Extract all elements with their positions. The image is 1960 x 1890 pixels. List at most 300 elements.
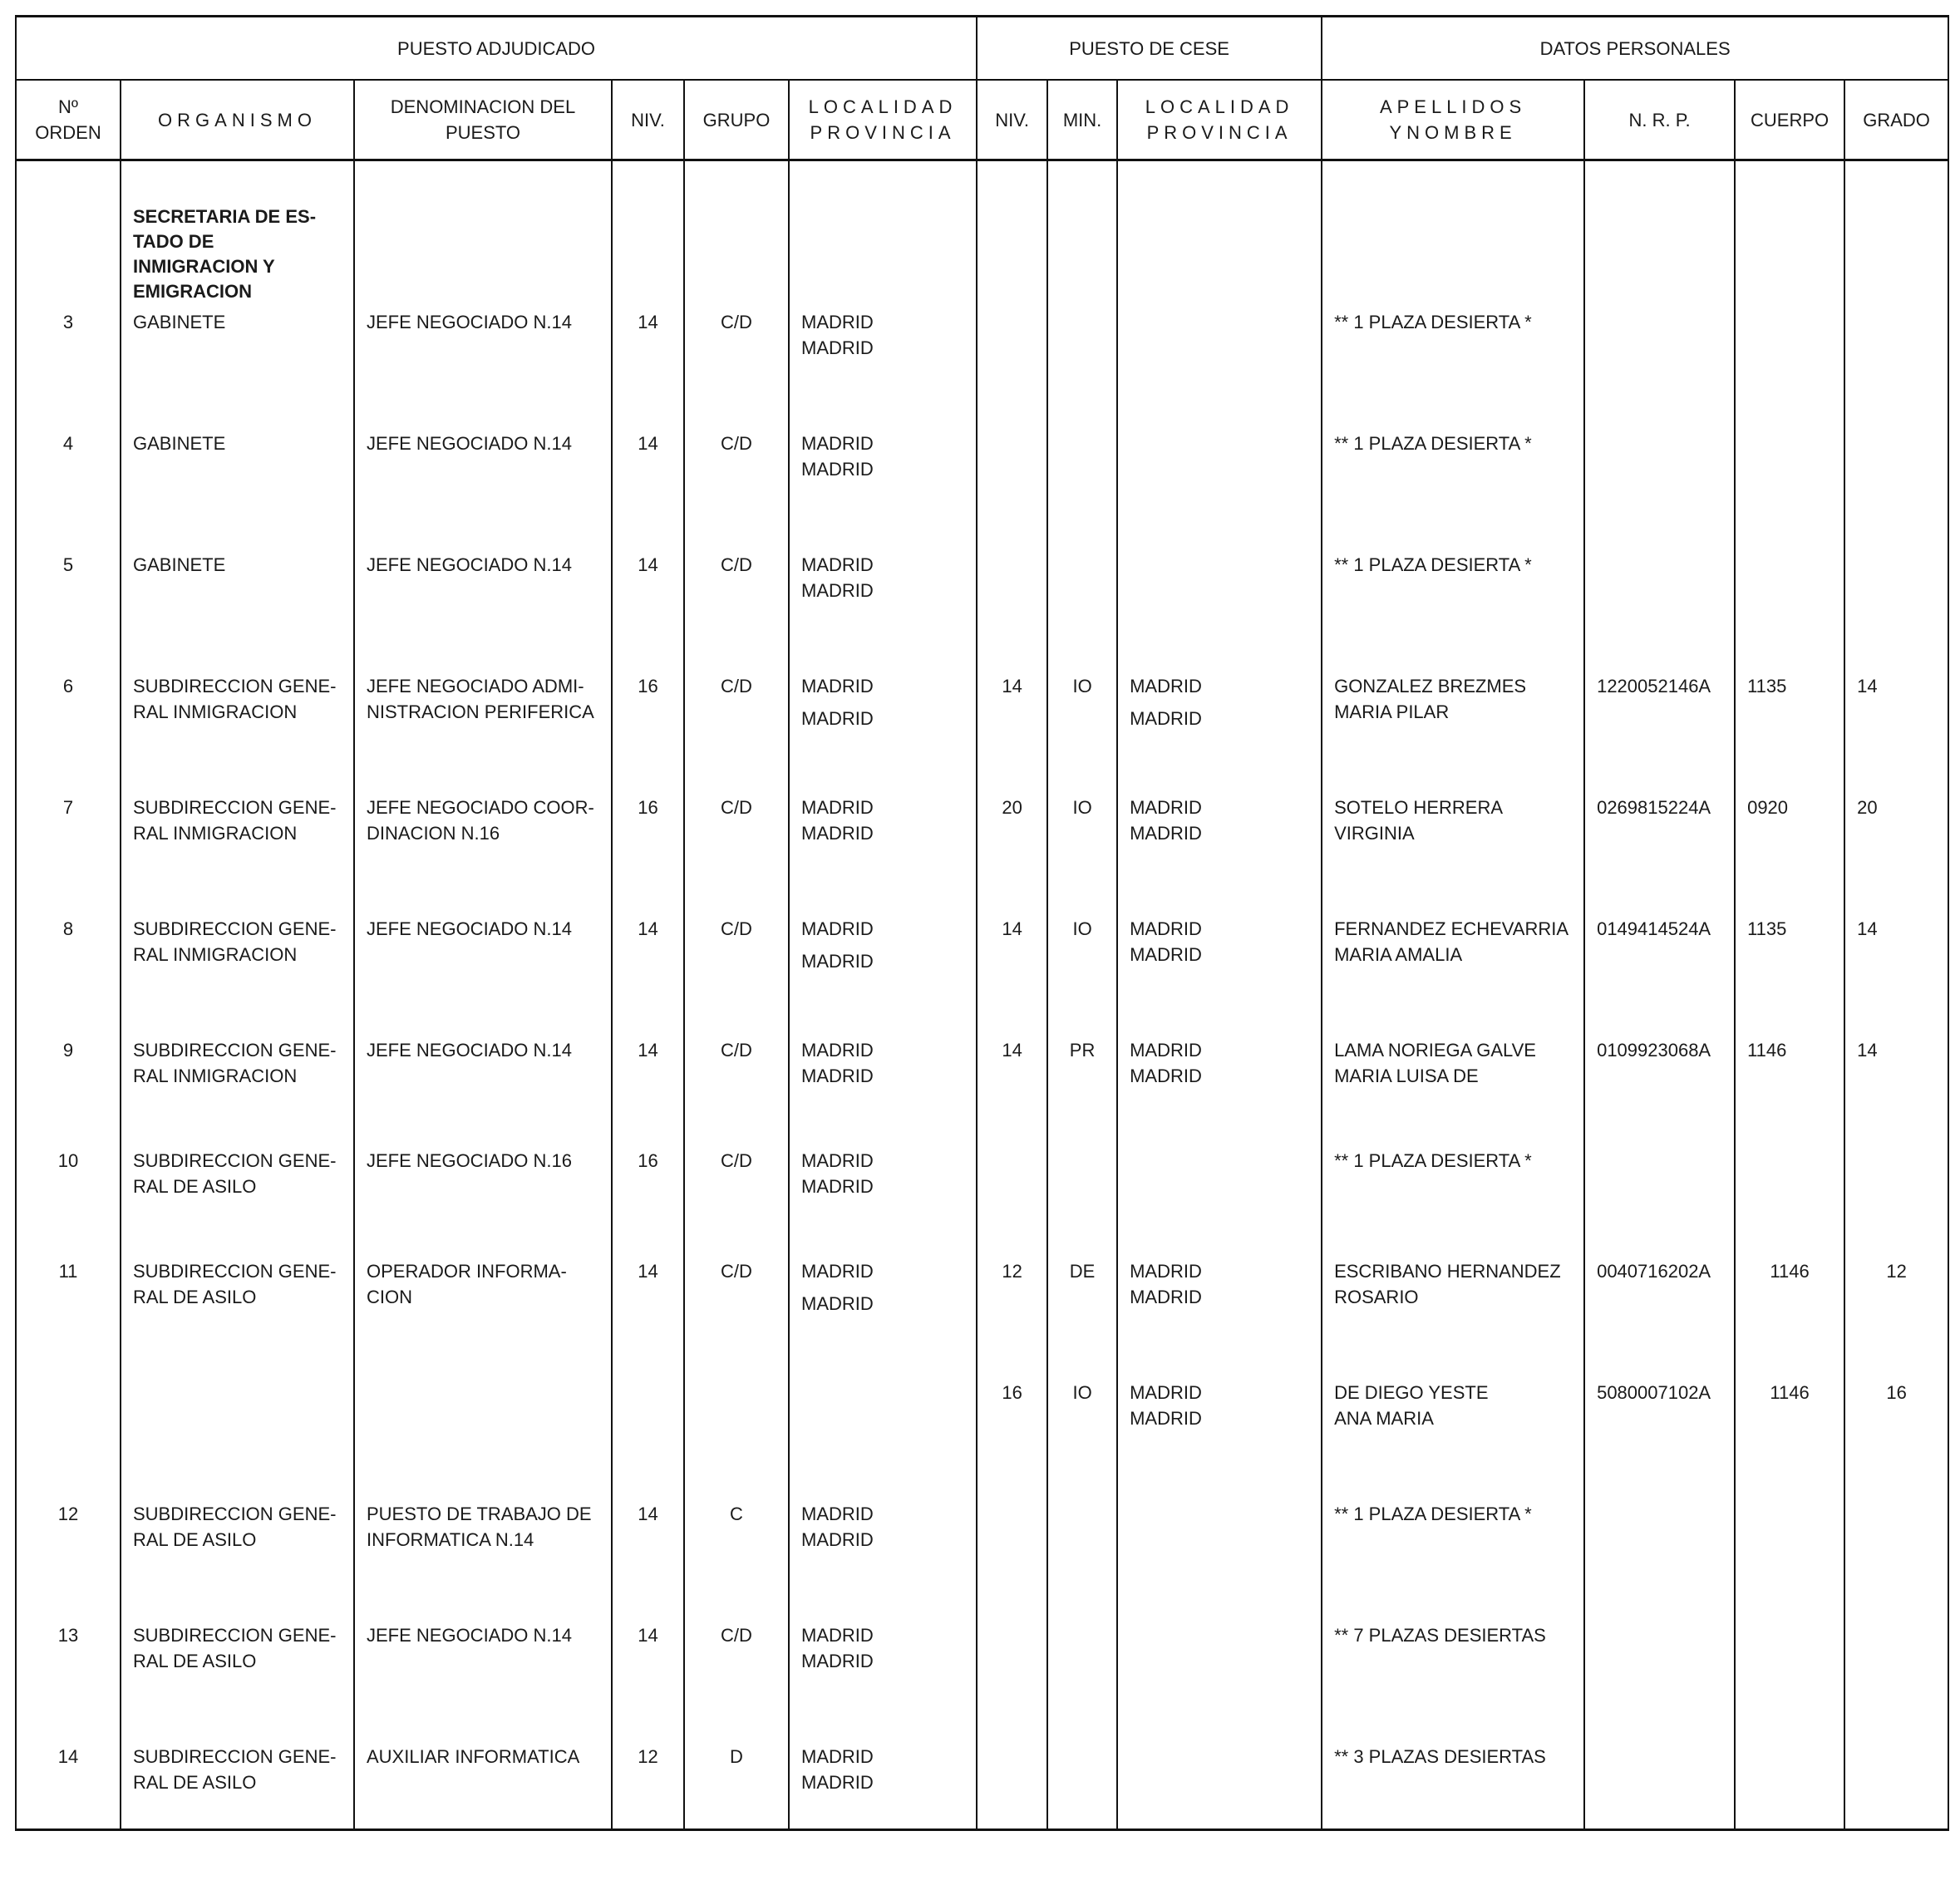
cell-cese-min — [1047, 1258, 1117, 1380]
cell-organismo — [121, 795, 354, 916]
cell-organismo-text: GABINETE — [133, 312, 226, 332]
cell-nrp — [1584, 1744, 1735, 1830]
cell-grupo-text: C/D — [721, 554, 752, 575]
col-cese-niv: NIV. — [977, 80, 1047, 160]
cell-cese-min — [1047, 1501, 1117, 1622]
cell-nrp — [1584, 431, 1735, 552]
cell-niv-text: 14 — [638, 1040, 658, 1061]
cell-cese-localidad-provincia — [1117, 309, 1322, 431]
cell-grupo — [684, 431, 789, 552]
cell-grado — [1844, 1744, 1948, 1830]
cell-organismo-text: SUBDIRECCION GENE- — [133, 918, 337, 939]
cell-localidad-provincia-text: MADRID — [801, 433, 874, 454]
cell-cese-localidad-provincia-text: MADRID — [1130, 1287, 1202, 1307]
cell-orden — [16, 673, 121, 795]
cell-apellidos-nombre — [1322, 431, 1584, 552]
col-grupo: GRUPO — [684, 80, 789, 160]
cell-denominacion-text: JEFE NEGOCIADO N.14 — [367, 312, 572, 332]
cell-nrp-text: 0269815224A — [1597, 797, 1711, 818]
cell-grupo — [684, 916, 789, 1037]
cell-localidad-provincia — [789, 1622, 977, 1744]
cell-localidad-provincia-text: MADRID — [801, 312, 874, 332]
cell-localidad-provincia-text: MADRID — [801, 823, 874, 844]
cell-cese-niv — [977, 1148, 1047, 1258]
cell-nrp — [1584, 916, 1735, 1037]
cell-cese-min — [1047, 309, 1117, 431]
cell-cese-niv-text: 16 — [1002, 1382, 1022, 1403]
cell-cese-localidad-provincia-text: MADRID — [1130, 1408, 1202, 1429]
cell-orden-text: 4 — [62, 433, 74, 454]
cell-organismo-text: RAL INMIGRACION — [133, 1066, 298, 1086]
cell-cese-niv — [977, 1380, 1047, 1501]
cell-denominacion-text: JEFE NEGOCIADO N.14 — [367, 554, 572, 575]
cell-localidad-provincia-text: MADRID — [801, 1040, 874, 1061]
table-body — [16, 160, 1948, 1830]
cell-organismo — [121, 552, 354, 673]
cell-cese-localidad-provincia — [1117, 1501, 1322, 1622]
cell-cese-localidad-provincia — [1117, 431, 1322, 552]
cell-niv-text: 14 — [638, 1261, 658, 1282]
cell-niv-text: 14 — [638, 433, 658, 454]
table-row — [16, 1148, 1948, 1258]
cell-orden — [16, 1148, 121, 1258]
cell-cuerpo-text: 1146 — [1770, 1382, 1810, 1403]
cell-nrp — [1584, 1037, 1735, 1148]
cell-grupo — [684, 552, 789, 673]
cell-localidad-provincia-text: MADRID — [801, 951, 874, 972]
cell-grupo — [684, 795, 789, 916]
cell-cese-localidad-provincia-text: MADRID — [1130, 1066, 1202, 1086]
cell-apellidos-nombre-text: ROSARIO — [1334, 1287, 1419, 1307]
cell-cese-localidad-provincia-text: MADRID — [1130, 1040, 1202, 1061]
col-denominacion-line2: PUESTO — [445, 122, 521, 143]
cell-organismo — [121, 1622, 354, 1744]
cell-cese-niv — [977, 1744, 1047, 1830]
cell-nrp-text: 1220052146A — [1597, 676, 1711, 696]
cell-localidad-provincia — [789, 1037, 977, 1148]
cell-apellidos-nombre-text: ** 1 PLAZA DESIERTA * — [1334, 1150, 1532, 1171]
cell-niv-text: 14 — [638, 554, 658, 575]
cell-cese-localidad-provincia — [1117, 1148, 1322, 1258]
cell-localidad-provincia — [789, 431, 977, 552]
cell-niv-text: 16 — [638, 676, 658, 696]
table-row — [16, 309, 1948, 431]
cell-denominacion — [354, 309, 612, 431]
cell-localidad-provincia — [789, 916, 977, 1037]
cell-organismo — [121, 431, 354, 552]
cell-niv-text: 14 — [638, 1504, 658, 1524]
cell-denominacion — [354, 795, 612, 916]
cell-grupo — [684, 1501, 789, 1622]
cell-organismo-text: SUBDIRECCION GENE- — [133, 676, 337, 696]
cell-cese-niv — [977, 673, 1047, 795]
cell-cese-min — [1047, 1380, 1117, 1501]
cell-apellidos-nombre — [1322, 673, 1584, 795]
spacer-row — [16, 160, 1948, 205]
cell-cese-localidad-provincia-text: MADRID — [1130, 676, 1202, 696]
cell-localidad-provincia-text: MADRID — [801, 337, 874, 358]
cell-organismo — [121, 309, 354, 431]
cell-niv — [612, 1501, 684, 1622]
cell-cuerpo — [1735, 1622, 1844, 1744]
cell-grupo — [684, 1037, 789, 1148]
cell-apellidos-nombre-text: MARIA PILAR — [1334, 701, 1450, 722]
cell-grupo-text: C — [730, 1504, 743, 1524]
cell-orden — [16, 795, 121, 916]
cell-grado — [1844, 431, 1948, 552]
cell-organismo — [121, 916, 354, 1037]
cell-localidad-provincia — [789, 1501, 977, 1622]
col-cese-min: MIN. — [1047, 80, 1117, 160]
group-puesto-adjudicado: PUESTO ADJUDICADO — [16, 17, 977, 81]
cell-apellidos-nombre-text: ** 1 PLAZA DESIERTA * — [1334, 433, 1532, 454]
cell-organismo — [121, 1744, 354, 1830]
cell-localidad-provincia-text: MADRID — [801, 1150, 874, 1171]
cell-nrp — [1584, 673, 1735, 795]
cell-localidad-provincia-text: MADRID — [801, 554, 874, 575]
group-puesto-cese: PUESTO DE CESE — [977, 17, 1322, 81]
cell-niv — [612, 1622, 684, 1744]
col-apellidos: APELLIDOS — [1379, 96, 1527, 117]
cell-localidad-provincia-text: MADRID — [801, 1746, 874, 1767]
cell-cese-min — [1047, 673, 1117, 795]
cell-localidad-provincia-text: MADRID — [801, 1772, 874, 1793]
cell-nrp-text: 0109923068A — [1597, 1040, 1711, 1061]
cell-cuerpo — [1735, 916, 1844, 1037]
section-heading-cell — [121, 204, 354, 309]
cell-denominacion — [354, 552, 612, 673]
col-cese-provincia: PROVINCIA — [1146, 122, 1293, 143]
cell-grado-text: 20 — [1857, 797, 1878, 818]
table-row — [16, 1744, 1948, 1830]
cell-grado — [1844, 1501, 1948, 1622]
cell-orden — [16, 1744, 121, 1830]
cell-cese-min — [1047, 1037, 1117, 1148]
cell-cese-min — [1047, 1148, 1117, 1258]
table-row — [16, 673, 1948, 795]
cell-orden — [16, 309, 121, 431]
cell-grado — [1844, 673, 1948, 795]
cell-grupo-text: C/D — [721, 433, 752, 454]
cell-apellidos-nombre-text: LAMA NORIEGA GALVE — [1334, 1040, 1536, 1061]
cell-apellidos-nombre-text: SOTELO HERRERA — [1334, 797, 1504, 818]
cell-niv — [612, 1037, 684, 1148]
col-n-orden-line2: ORDEN — [35, 122, 101, 143]
cell-organismo-text: RAL INMIGRACION — [133, 944, 298, 965]
cell-organismo-text: RAL DE ASILO — [133, 1287, 257, 1307]
cell-denominacion-text: JEFE NEGOCIADO ADMI- — [367, 676, 584, 696]
cell-orden-text: 8 — [62, 918, 74, 939]
cell-apellidos-nombre — [1322, 916, 1584, 1037]
cell-apellidos-nombre — [1322, 1037, 1584, 1148]
cell-organismo — [121, 1380, 354, 1501]
cell-organismo-text: SUBDIRECCION GENE- — [133, 1625, 337, 1646]
cell-cese-niv-text: 14 — [1002, 918, 1022, 939]
cell-cese-niv — [977, 1258, 1047, 1380]
cell-orden-text: 10 — [57, 1150, 79, 1171]
adjudication-table — [15, 15, 1949, 1831]
cell-cese-min-text: DE — [1069, 1261, 1096, 1282]
document-page — [15, 15, 1948, 1873]
cell-cese-localidad-provincia — [1117, 795, 1322, 916]
cell-cese-niv-text: 20 — [1002, 797, 1022, 818]
col-localidad-provincia — [789, 80, 977, 160]
cell-grupo-text: C/D — [721, 312, 752, 332]
cell-localidad-provincia-text: MADRID — [801, 1529, 874, 1550]
cell-cese-localidad-provincia-text: MADRID — [1130, 1261, 1202, 1282]
cell-cuerpo — [1735, 309, 1844, 431]
cell-cese-localidad-provincia — [1117, 1744, 1322, 1830]
cell-apellidos-nombre — [1322, 1380, 1584, 1501]
cell-grupo — [684, 1380, 789, 1501]
cell-grupo-text: C/D — [721, 1040, 752, 1061]
cell-niv-text: 16 — [638, 797, 658, 818]
cell-cese-min — [1047, 431, 1117, 552]
col-denominacion-line1: DENOMINACION DEL — [390, 96, 576, 117]
cell-cese-localidad-provincia-text: MADRID — [1130, 823, 1202, 844]
cell-cese-min — [1047, 1744, 1117, 1830]
cell-grado-text: 16 — [1886, 1382, 1907, 1403]
cell-niv-text: 12 — [638, 1746, 658, 1767]
cell-grupo-text: C/D — [721, 1625, 752, 1646]
cell-denominacion — [354, 431, 612, 552]
cell-organismo-text: RAL DE ASILO — [133, 1176, 257, 1197]
cell-grupo-text: D — [730, 1746, 743, 1767]
cell-cese-localidad-provincia-text: MADRID — [1130, 944, 1202, 965]
cell-grupo — [684, 1744, 789, 1830]
cell-cese-localidad-provincia-text: MADRID — [1130, 1382, 1202, 1403]
cell-denominacion-text: CION — [367, 1287, 412, 1307]
col-apellidos-nombre — [1322, 80, 1584, 160]
cell-grado — [1844, 1380, 1948, 1501]
cell-niv — [612, 673, 684, 795]
cell-organismo-text: RAL INMIGRACION — [133, 823, 298, 844]
cell-niv — [612, 309, 684, 431]
cell-nrp-text: 5080007102A — [1597, 1382, 1711, 1403]
cell-denominacion — [354, 1744, 612, 1830]
table-row — [16, 1501, 1948, 1622]
cell-localidad-provincia-text: MADRID — [801, 676, 874, 696]
cell-niv-text: 14 — [638, 312, 658, 332]
cell-cese-localidad-provincia-text: MADRID — [1130, 918, 1202, 939]
col-n-orden — [16, 80, 121, 160]
col-nombre: YNOMBRE — [1389, 122, 1517, 143]
cell-niv — [612, 552, 684, 673]
cell-localidad-provincia-text: MADRID — [801, 1261, 874, 1282]
cell-apellidos-nombre — [1322, 309, 1584, 431]
cell-grupo — [684, 1258, 789, 1380]
cell-cuerpo — [1735, 1258, 1844, 1380]
cell-denominacion-text: JEFE NEGOCIADO N.16 — [367, 1150, 572, 1171]
cell-cuerpo — [1735, 1744, 1844, 1830]
cell-localidad-provincia — [789, 795, 977, 916]
cell-orden-text: 9 — [62, 1040, 74, 1061]
cell-localidad-provincia-text: MADRID — [801, 1066, 874, 1086]
cell-localidad-provincia — [789, 1744, 977, 1830]
col-cese-localidad-provincia — [1117, 80, 1322, 160]
cell-apellidos-nombre — [1322, 1622, 1584, 1744]
cell-grupo — [684, 1148, 789, 1258]
cell-cese-localidad-provincia-text: MADRID — [1130, 708, 1202, 729]
col-cese-localidad: LOCALIDAD — [1145, 96, 1294, 117]
cell-cuerpo-text: 1135 — [1747, 676, 1787, 696]
cell-organismo-text: SUBDIRECCION GENE- — [133, 797, 337, 818]
cell-denominacion-text: JEFE NEGOCIADO N.14 — [367, 918, 572, 939]
cell-denominacion — [354, 1380, 612, 1501]
cell-cese-localidad-provincia — [1117, 1380, 1322, 1501]
cell-grupo-text: C/D — [721, 676, 752, 696]
cell-cese-niv — [977, 309, 1047, 431]
cell-cese-min — [1047, 552, 1117, 673]
cell-localidad-provincia-text: MADRID — [801, 459, 874, 480]
cell-cese-localidad-provincia — [1117, 673, 1322, 795]
cell-organismo-text: SUBDIRECCION GENE- — [133, 1504, 337, 1524]
cell-organismo-text: RAL DE ASILO — [133, 1529, 257, 1550]
cell-niv-text: 16 — [638, 1150, 658, 1171]
cell-apellidos-nombre-text: GONZALEZ BREZMES — [1334, 676, 1527, 696]
cell-organismo-text: GABINETE — [133, 433, 226, 454]
cell-apellidos-nombre-text: ** 1 PLAZA DESIERTA * — [1334, 312, 1532, 332]
cell-apellidos-nombre — [1322, 1501, 1584, 1622]
col-niv: NIV. — [612, 80, 684, 160]
cell-grupo-text: C/D — [721, 1150, 752, 1171]
cell-apellidos-nombre — [1322, 1148, 1584, 1258]
cell-orden — [16, 916, 121, 1037]
cell-grado-text: 14 — [1857, 918, 1878, 939]
cell-denominacion — [354, 1258, 612, 1380]
cell-localidad-provincia-text: MADRID — [801, 1504, 874, 1524]
header-group-row — [16, 17, 1948, 81]
cell-nrp — [1584, 552, 1735, 673]
cell-orden — [16, 1622, 121, 1744]
cell-cese-localidad-provincia — [1117, 1258, 1322, 1380]
cell-cese-niv — [977, 1501, 1047, 1622]
cell-grupo-text: C/D — [721, 918, 752, 939]
cell-cese-niv — [977, 552, 1047, 673]
cell-cese-min — [1047, 916, 1117, 1037]
cell-nrp — [1584, 795, 1735, 916]
cell-organismo-text: RAL INMIGRACION — [133, 701, 298, 722]
cell-denominacion-text: OPERADOR INFORMA- — [367, 1261, 567, 1282]
cell-cese-min-text: IO — [1072, 1382, 1092, 1403]
cell-cuerpo — [1735, 1380, 1844, 1501]
cell-grado — [1844, 1148, 1948, 1258]
cell-apellidos-nombre-text: MARIA LUISA DE — [1334, 1066, 1479, 1086]
table-row — [16, 431, 1948, 552]
cell-denominacion — [354, 1148, 612, 1258]
col-provincia: PROVINCIA — [810, 122, 956, 143]
cell-niv-text: 14 — [638, 1625, 658, 1646]
cell-orden-text: 14 — [57, 1746, 79, 1767]
cell-cuerpo — [1735, 552, 1844, 673]
cell-denominacion-text: JEFE NEGOCIADO N.14 — [367, 1040, 572, 1061]
cell-nrp — [1584, 309, 1735, 431]
cell-cese-niv-text: 12 — [1002, 1261, 1022, 1282]
cell-organismo — [121, 1148, 354, 1258]
cell-cuerpo — [1735, 431, 1844, 552]
cell-cese-localidad-provincia — [1117, 916, 1322, 1037]
cell-organismo-text: SUBDIRECCION GENE- — [133, 1261, 337, 1282]
cell-cuerpo — [1735, 1148, 1844, 1258]
cell-apellidos-nombre-text: ** 3 PLAZAS DESIERTAS — [1334, 1746, 1546, 1767]
col-n-orden-line1: Nº — [58, 96, 78, 117]
table-row — [16, 1037, 1948, 1148]
cell-apellidos-nombre-text: ** 1 PLAZA DESIERTA * — [1334, 554, 1532, 575]
cell-grado — [1844, 795, 1948, 916]
cell-niv — [612, 1380, 684, 1501]
cell-apellidos-nombre-text: FERNANDEZ ECHEVARRIA — [1334, 918, 1569, 939]
cell-grado — [1844, 552, 1948, 673]
cell-apellidos-nombre-text: ** 7 PLAZAS DESIERTAS — [1334, 1625, 1546, 1646]
cell-orden — [16, 1380, 121, 1501]
cell-grado — [1844, 1037, 1948, 1148]
cell-cuerpo-text: 0920 — [1747, 797, 1789, 818]
cell-denominacion-text: JEFE NEGOCIADO COOR- — [367, 797, 594, 818]
cell-nrp — [1584, 1148, 1735, 1258]
cell-grupo — [684, 673, 789, 795]
col-grado: GRADO — [1844, 80, 1948, 160]
cell-cese-niv — [977, 1037, 1047, 1148]
cell-niv — [612, 795, 684, 916]
col-cuerpo: CUERPO — [1735, 80, 1844, 160]
cell-orden-text: 3 — [62, 312, 74, 332]
cell-localidad-provincia-text: MADRID — [801, 918, 874, 939]
cell-cese-localidad-provincia — [1117, 552, 1322, 673]
cell-grado-text: 12 — [1886, 1261, 1907, 1282]
table-row — [16, 1258, 1948, 1380]
cell-localidad-provincia-text: MADRID — [801, 1176, 874, 1197]
cell-orden — [16, 1501, 121, 1622]
table-row — [16, 916, 1948, 1037]
cell-localidad-provincia — [789, 309, 977, 431]
cell-grado-text: 14 — [1857, 676, 1878, 696]
cell-cese-min — [1047, 795, 1117, 916]
cell-cese-min-text: IO — [1072, 676, 1092, 696]
cell-organismo — [121, 1501, 354, 1622]
cell-grado — [1844, 309, 1948, 431]
cell-apellidos-nombre-text: ** 1 PLAZA DESIERTA * — [1334, 1504, 1532, 1524]
col-denominacion — [354, 80, 612, 160]
cell-cese-localidad-provincia — [1117, 1037, 1322, 1148]
cell-localidad-provincia-text: MADRID — [801, 708, 874, 729]
cell-orden-text: 7 — [62, 797, 74, 818]
cell-cuerpo — [1735, 673, 1844, 795]
cell-cese-localidad-provincia — [1117, 1622, 1322, 1744]
cell-cese-min-text: PR — [1069, 1040, 1096, 1061]
cell-nrp-text: 0149414524A — [1597, 918, 1711, 939]
table-row — [16, 1622, 1948, 1744]
cell-denominacion — [354, 1037, 612, 1148]
cell-denominacion — [354, 916, 612, 1037]
cell-grado-text: 14 — [1857, 1040, 1878, 1061]
cell-orden-text: 6 — [62, 676, 74, 696]
column-header-row — [16, 80, 1948, 160]
cell-apellidos-nombre — [1322, 552, 1584, 673]
cell-niv — [612, 916, 684, 1037]
cell-localidad-provincia-text: MADRID — [801, 797, 874, 818]
cell-cuerpo-text: 1146 — [1747, 1040, 1787, 1061]
cell-denominacion — [354, 1622, 612, 1744]
cell-grado — [1844, 916, 1948, 1037]
table-row — [16, 795, 1948, 916]
col-organismo: ORGANISMO — [121, 80, 354, 160]
cell-orden-text: 12 — [57, 1504, 79, 1524]
cell-organismo — [121, 1037, 354, 1148]
cell-grupo-text: C/D — [721, 797, 752, 818]
col-localidad: LOCALIDAD — [808, 96, 958, 117]
cell-apellidos-nombre-text: ANA MARIA — [1334, 1408, 1434, 1429]
cell-apellidos-nombre — [1322, 795, 1584, 916]
